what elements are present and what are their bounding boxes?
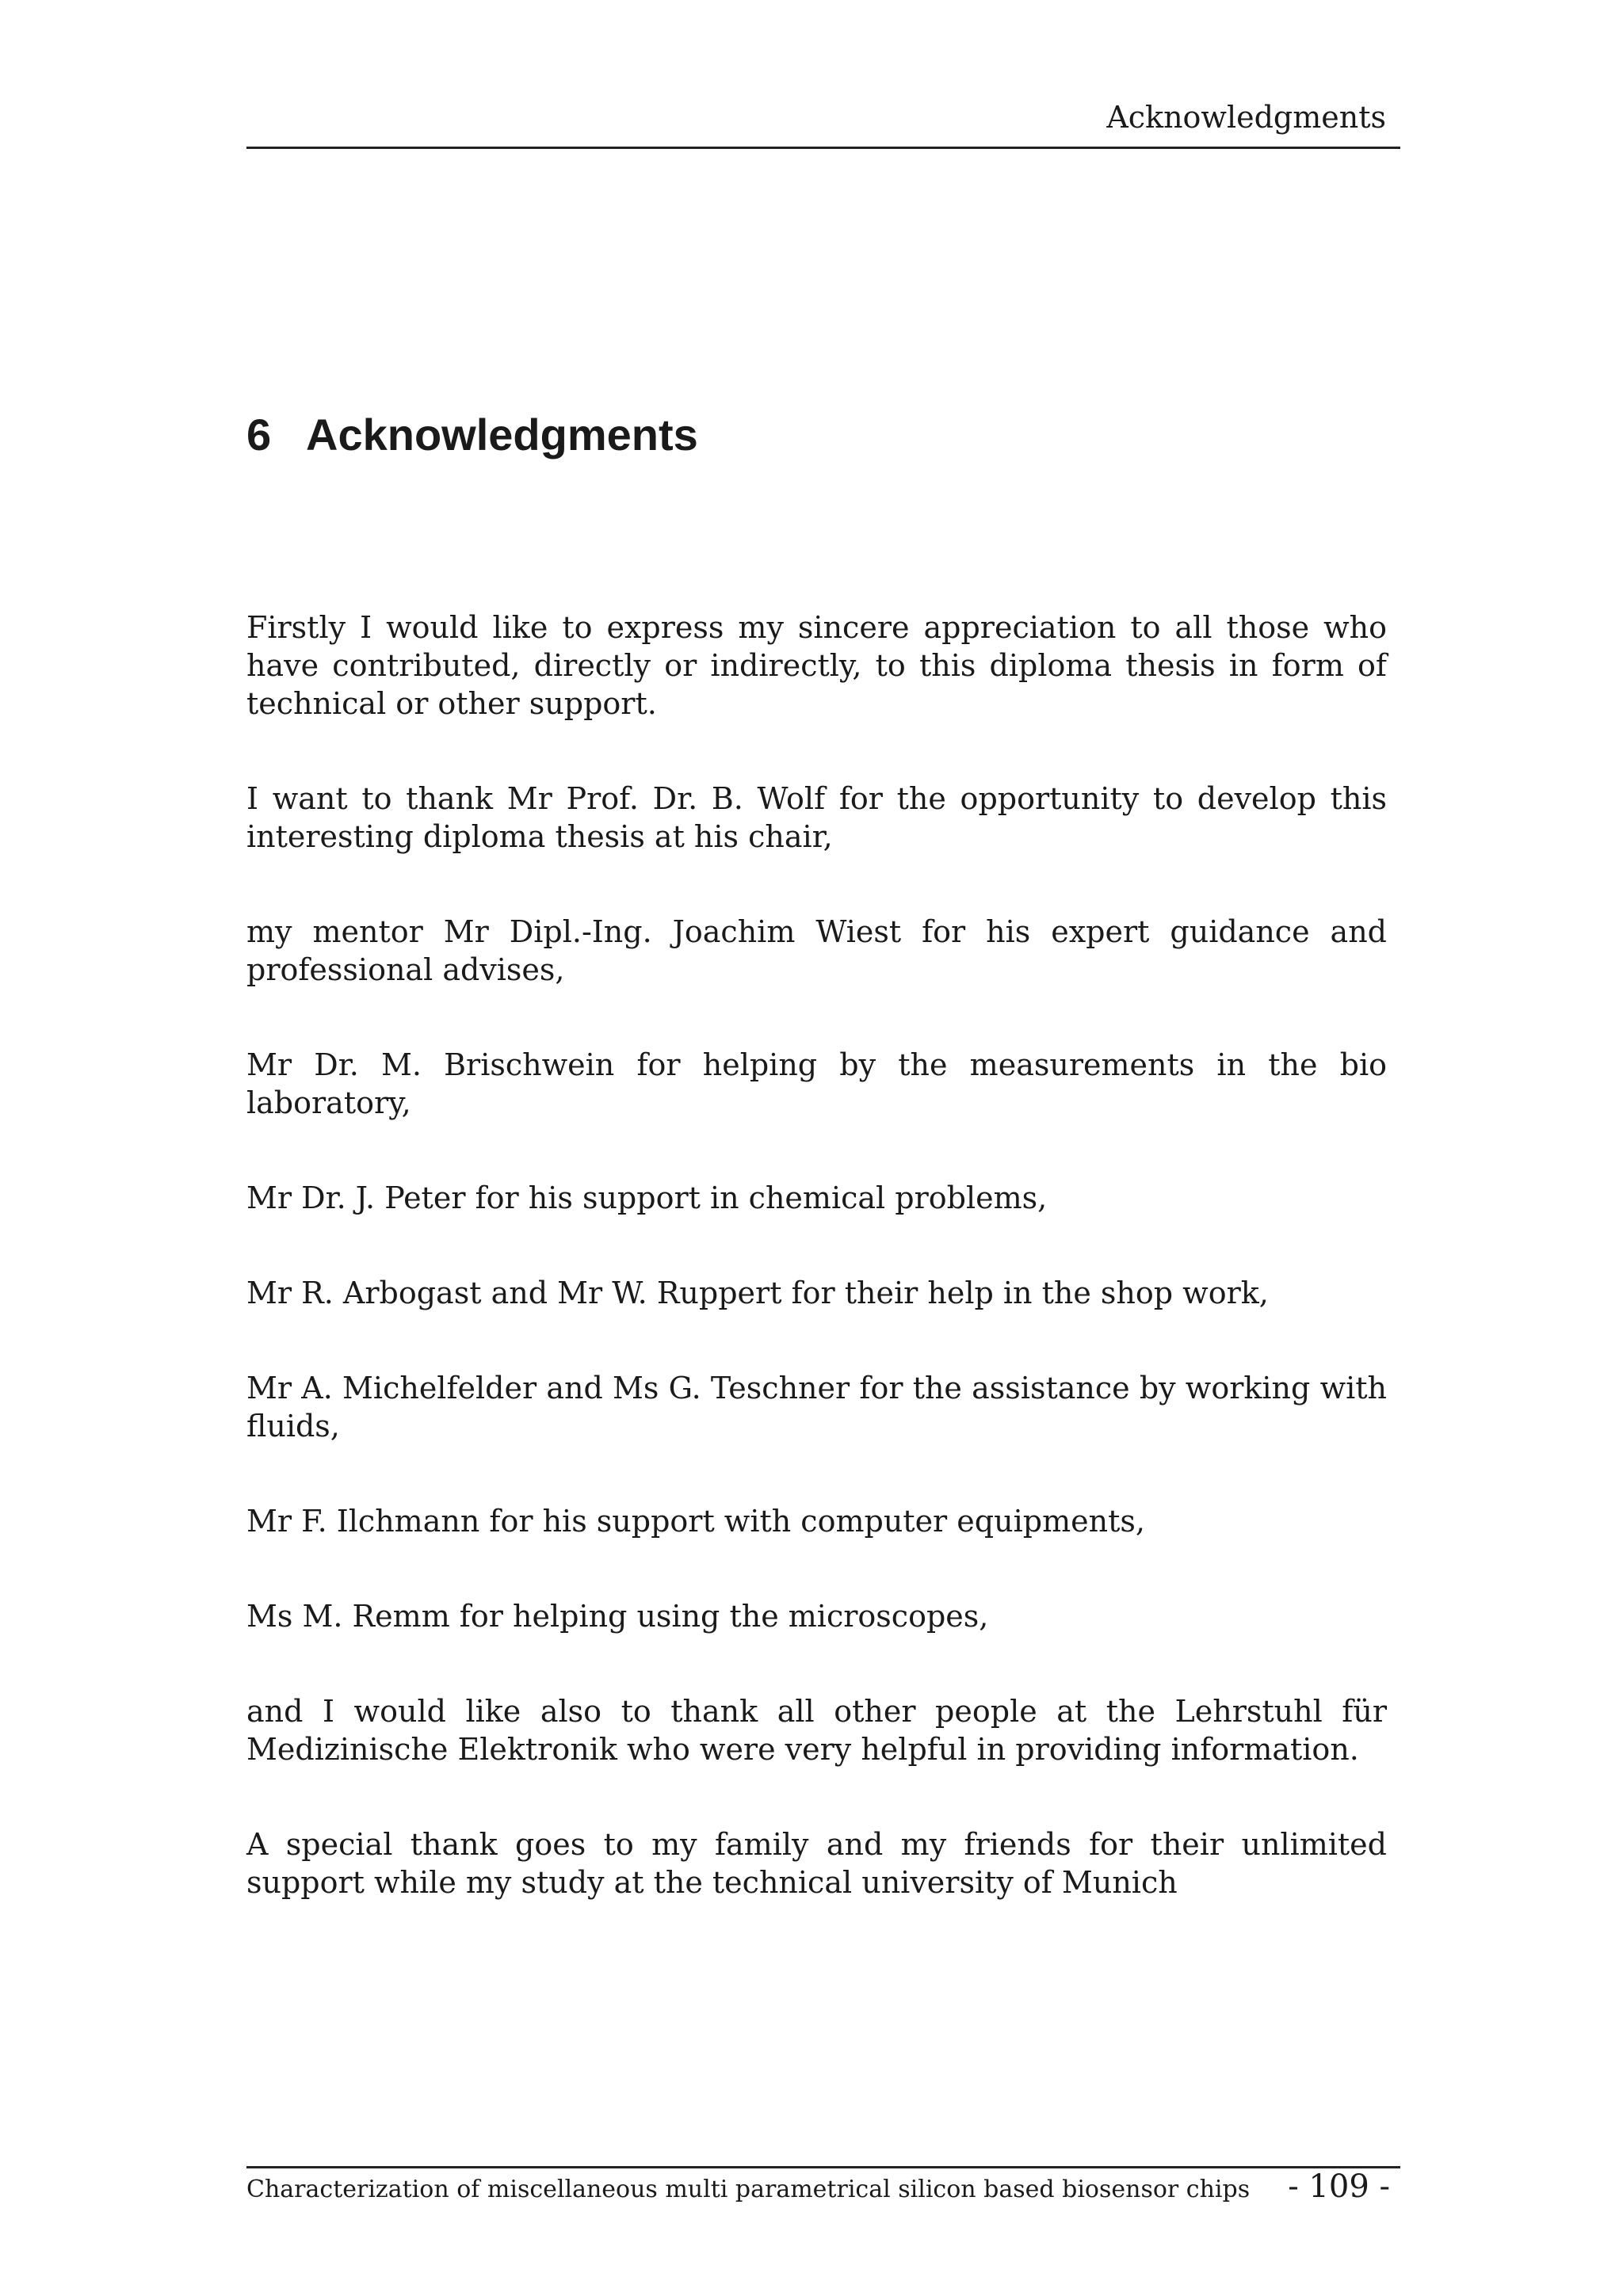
paragraph-thanks-peter: Mr Dr. J. Peter for his support in chemical problems, bbox=[246, 1180, 1048, 1215]
paragraph-thanks-wolf: I want to thank Mr Prof. Dr. B. Wolf for the opportunity to develop this interesting diploma thesis at his chair, bbox=[246, 781, 1387, 854]
paragraph-thanks-computer: Mr F. Ilchmann for his support with computer equipments, bbox=[246, 1504, 1145, 1539]
chapter-title: Acknowledgments bbox=[306, 410, 698, 460]
footer-rule bbox=[246, 2166, 1400, 2168]
paragraph-thanks-shop: Mr R. Arbogast and Mr W. Ruppert for their help in the shop work, bbox=[246, 1276, 1269, 1310]
paragraph-thanks-microscopes: Ms M. Remm for helping using the microscopes, bbox=[246, 1599, 989, 1634]
chapter-number: 6 bbox=[246, 410, 272, 460]
acknowledgments-body bbox=[246, 608, 1387, 1958]
paragraph-thanks-fluids: Mr A. Michelfelder and Ms G. Teschner for the assistance by working with fluids, bbox=[246, 1371, 1387, 1444]
paragraph-thanks-family: A special thank goes to my family and my friends for their unlimited support while my study at the technical university of Munich bbox=[246, 1827, 1387, 1900]
footer-document-title: Characterization of miscellaneous multi parametrical silicon based biosensor chips bbox=[246, 2176, 1251, 2203]
running-header-title: Acknowledgments bbox=[1106, 100, 1386, 135]
paragraph-thanks-lehrstuhl: and I would like also to thank all other people at the Lehrstuhl für Medizinische Elektronik who were very helpful in providing information. bbox=[246, 1694, 1387, 1767]
paragraph-appreciation: Firstly I would like to express my sincere appreciation to all those who have contributed, directly or indirectly, to this diploma thesis in form of technical or other support. bbox=[246, 610, 1387, 721]
paragraph-thanks-brischwein: Mr Dr. M. Brischwein for helping by the measurements in the bio laboratory, bbox=[246, 1047, 1387, 1120]
chapter-heading bbox=[246, 408, 698, 461]
running-header bbox=[246, 93, 1400, 149]
page-number: - 109 - bbox=[1288, 2168, 1390, 2205]
paragraph-thanks-mentor: my mentor Mr Dipl.-Ing. Joachim Wiest for his expert guidance and professional advises, bbox=[246, 914, 1387, 987]
